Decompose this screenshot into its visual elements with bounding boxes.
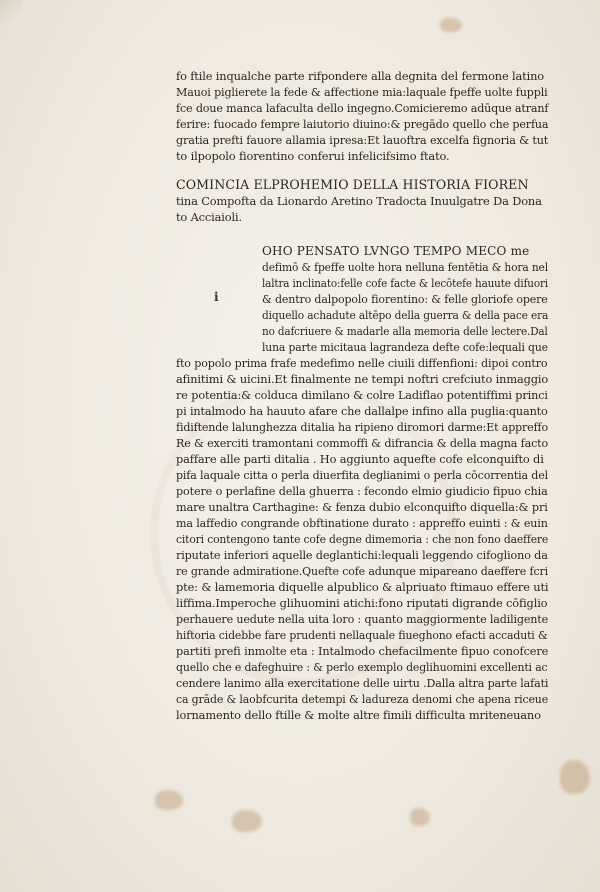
intro-line: Mauoi piglierete la fede & affectione mia:laquale fpeffe uolte fuppli [176,85,548,99]
proemio-subheading: to Acciaioli. [176,210,242,224]
body-line: quello che e dafeghuire : & perlo exemplo deglihuomini excellenti ac [176,660,548,674]
body-line: hiftoria cidebbe fare prudenti nellaquale fiueghono efacti accaduti & [176,628,548,642]
body-line: afinitimi & uicini.Et finalmente ne tempi noftri crefciuto inmaggio [176,372,549,386]
proemio-subheading: tina Compofta da Lionardo Aretino Tradocta Inuulgatre Da Dona [176,194,542,208]
intro-line: ferire: fuocado fempre laiutorio diuino:& pregādo quello che perfua [176,117,549,131]
body-line: diquello achadute altēpo della guerra & della pace era [262,308,549,322]
intro-line: gratia prefti fauore allamia ipresa:Et lauoftra excelfa fignoria & tut [176,133,549,147]
stain-bottom-right [410,808,430,826]
body-line: pi intalmodo ha hauuto afare che dallalpe infino alla puglia:quanto [176,404,548,418]
body-line: pte: & lamemoria diquelle alpublico & alpriuato ftimauo effere uti [176,580,549,594]
body-line: ma laffedio congrande obftinatione durato : appreffo euinti : & euin [176,516,548,530]
intro-line: fo ftile inqualche parte rifpondere alla degnita del fermone latino [176,69,544,83]
page-corner-shadow [0,0,22,22]
body-line: citori contengono tante cofe degne dimemoria : che non fono daeffere [176,532,549,546]
body-line: cendere lanimo alla exercitatione delle uirtu .Dalla altra parte lafati [176,676,549,690]
marginal-note: i [214,290,219,304]
body-line: Re & exerciti tramontani commoffi & difrancia & della magna facto [176,436,549,450]
body-line: no dafcriuere & madarle alla memoria delle lectere.Dal [262,324,548,338]
stain-bottom-left [155,790,183,810]
body-line: paffare alle parti ditalia . Ho aggiunto aquefte cofe elconquifto di [176,452,544,466]
body-line: riputate inferiori aquelle deglantichi:lequali leggendo cifogliono da [176,548,548,562]
body-line: liffima.Imperoche glihuomini atichi:fono riputati digrande cōfiglio [176,596,548,610]
body-line: re potentia:& colduca dimilano & colre Ladiflao potentiffimi princi [176,388,548,402]
body-line: lornamento dello ftille & molte altre fimili difficulta mriteneuano [176,708,541,722]
body-line: defimō & fpeffe uolte hora nelluna fentētia & hora nel [262,260,549,274]
body-line: & dentro dalpopolo fiorentino: & felle gloriofe opere [262,292,548,306]
stain-right-bottom [560,760,590,794]
body-line: luna parte micitaua lagrandeza defte cofe:lequali que [262,340,548,354]
stain-bottom-mid [232,810,262,832]
body-line: potere o perlafine della ghuerra : fecondo elmio giudicio fipuo chia [176,484,548,498]
proemio-heading: COMINCIA ELPROHEMIO DELLA HISTORIA FIOREN [176,177,529,192]
body-line: pifa laquale citta o perla diuerfita deglianimi o perla cōcorrentia del [176,468,548,482]
body-line: laltra inclinato:felle cofe facte & lecōtefe hauute difuori [262,276,548,290]
body-line: re grande admiratione.Quefte cofe adunque mipareano daeffere fcri [176,564,548,578]
body-line: ca grāde & laobfcurita detempi & ladureza denomi che apena riceue [176,692,549,706]
body-line: OHO PENSATO LVNGO TEMPO MECO me [262,244,530,258]
stain-top [440,18,462,32]
body-line: fidiftende lalunghezza ditalia ha ripieno diromori darme:Et appreffo [176,420,548,434]
intro-line: to ilpopolo fiorentino conferui infelicifsimo ftato. [176,149,450,163]
body-line: mare unaltra Carthagine: & fenza dubio elconquifto diquella:& pri [176,500,548,514]
body-line: perhauere uedute nella uita loro : quanto maggiormente ladiligente [176,612,549,626]
body-line: partiti prefi inmolte eta : Intalmodo chefacilmente fipuo conofcere [176,644,549,658]
body-line: fto popolo prima frafe medefimo nelle ciuili diffenfioni: dipoi contro [176,356,548,370]
intro-line: fce doue manca lafaculta dello ingegno.Comicieremo adūque atranf [176,101,549,115]
